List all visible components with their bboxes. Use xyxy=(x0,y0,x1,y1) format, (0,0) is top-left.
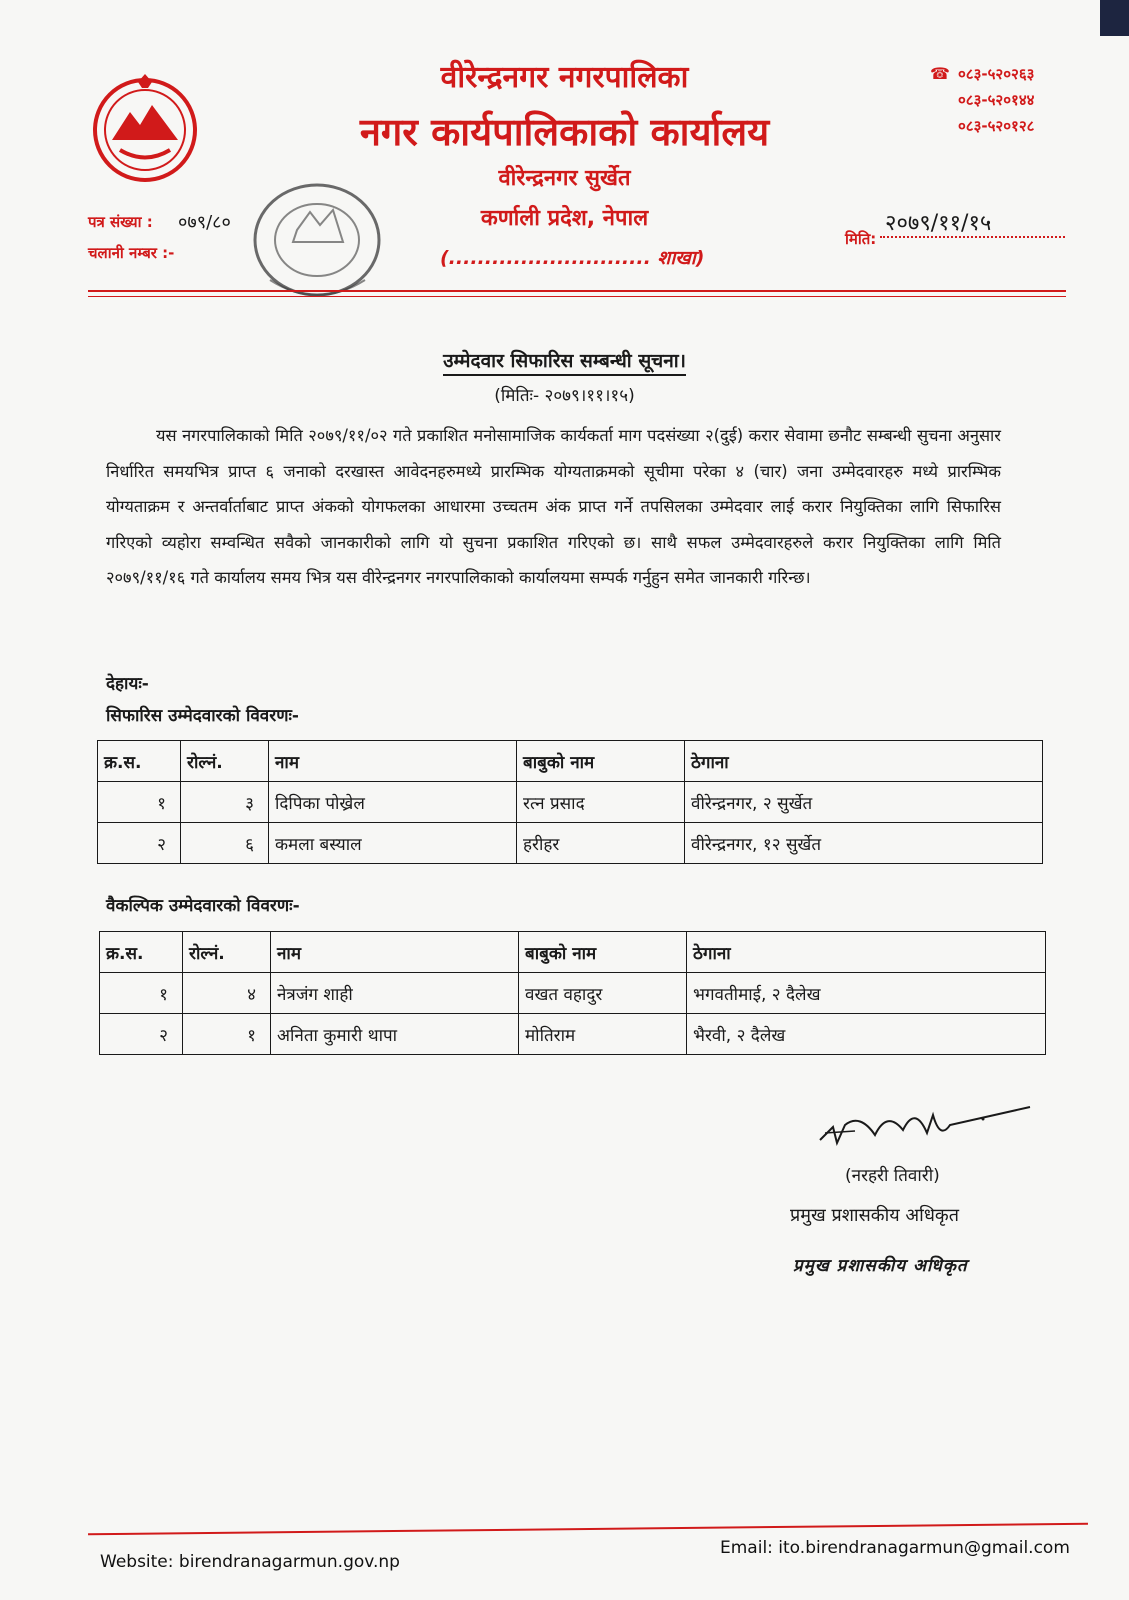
table-row xyxy=(100,1014,1046,1055)
email-link[interactable]: Email: ito.birendranagarmun@gmail.com xyxy=(720,1538,1070,1558)
date-label: मिति: xyxy=(845,230,877,248)
address-cell: भैरवी, २ दैलेख xyxy=(687,1014,1046,1055)
name-cell: अनिता कुमारी थापा xyxy=(271,1014,519,1055)
signature-icon xyxy=(815,1095,1045,1165)
dispatch-number-label: चलानी नम्बर :- xyxy=(88,244,175,262)
notice-body: यस नगरपालिकाको मिति २०७९/११/०२ गते प्रकाशित मनोसामाजिक कार्यकर्ता माग पदसंख्या २(दुई) करार सेवामा छनौट सम्बन्धी सुचना अनुसार निर्धारित समयभित्र प्राप्त ६ जनाको दरखास्त आवेदनहरुमध्ये प्रारम्भिक योग्यताक्रमको सूचीमा परेका ४ (चार) जना उम्मेदवारहरु मध्ये प्रारम्भिक योग्यताक्रम र अन्तर्वार्ताबाट प्राप्त अंकको योगफलका आधारमा उच्चतम अंक प्राप्त गर्ने तपसिलका उम्मेदवार लाई करार नियुक्तिका लागि सिफारिस गरिएको व्यहोरा सम्वन्धित सवैको जानकारीको लागि यो सुचना प्रकाशित गरिएको छ। साथै सफल उम्मेदवारहरुले करार नियुक्तिका लागि मिति २०७९/११/१६ गते कार्यालय समय भित्र यस वीरेन्द्रनगर नगरपालिकाको कार्यालयमा सम्पर्क गर्नुहुन समेत जानकारी गरिन्छ। xyxy=(106,426,1001,587)
column-header: रोल्नं. xyxy=(183,932,271,973)
notice-title xyxy=(0,347,1129,373)
roll-cell: ६ xyxy=(181,823,269,864)
column-header: क्र.स. xyxy=(100,932,183,973)
phone-number: ०८३-५२०२६३ xyxy=(958,65,1035,83)
municipality-name: वीरेन्द्रनगर नगरपालिका xyxy=(440,60,689,95)
column-header: नाम xyxy=(269,741,517,782)
signatory-title: प्रमुख प्रशासकीय अधिकृत xyxy=(790,1205,959,1226)
header-divider xyxy=(88,290,1066,292)
serial-cell: २ xyxy=(100,1014,183,1055)
corner-edge xyxy=(1100,0,1129,36)
office-stamp-icon xyxy=(235,170,400,320)
column-header: रोल्नं. xyxy=(181,741,269,782)
footer-divider xyxy=(88,1523,1088,1535)
following-label: देहायः- xyxy=(106,674,149,694)
table-row xyxy=(98,823,1043,864)
table-header-row xyxy=(100,932,1046,973)
table-row xyxy=(98,782,1043,823)
province-name: कर्णाली प्रदेश, नेपाल xyxy=(480,206,649,231)
address-cell: भगवतीमाई, २ दैलेख xyxy=(687,973,1046,1014)
phone-icon: ☎ xyxy=(930,64,950,83)
roll-cell: ३ xyxy=(181,782,269,823)
serial-cell: १ xyxy=(100,973,183,1014)
letter-number-label: पत्र संख्या : xyxy=(88,213,153,231)
website-link[interactable]: Website: birendranagarmun.gov.np xyxy=(100,1552,400,1572)
name-cell: नेत्रजंग शाही xyxy=(271,973,519,1014)
alternate-heading: वैकल्पिक उम्मेदवारको विवरणः- xyxy=(106,896,300,916)
column-header: नाम xyxy=(271,932,519,973)
recommended-heading: सिफारिस उम्मेदवारको विवरणः- xyxy=(106,706,299,726)
serial-cell: १ xyxy=(98,782,181,823)
recommended-table xyxy=(97,740,1043,864)
table-header-row xyxy=(98,741,1043,782)
date-value: २०७९/११/१५ xyxy=(885,211,992,236)
office-location: वीरेन्द्रनगर सुर्खेत xyxy=(498,166,631,191)
column-header: बाबुको नाम xyxy=(519,932,687,973)
name-cell: कमला बस्याल xyxy=(269,823,517,864)
column-header: क्र.स. xyxy=(98,741,181,782)
header-divider-thin xyxy=(88,296,1066,297)
title-stamp: प्रमुख प्रशासकीय अधिकृत xyxy=(793,1256,968,1276)
name-cell: दिपिका पोख्रेल xyxy=(269,782,517,823)
column-header: ठेगाना xyxy=(687,932,1046,973)
office-name: नगर कार्यपालिकाको कार्यालय xyxy=(359,110,770,154)
address-cell: वीरेन्द्रनगर, १२ सुर्खेत xyxy=(685,823,1043,864)
serial-cell: २ xyxy=(98,823,181,864)
branch-line: (............................ शाखा) xyxy=(440,247,705,269)
address-cell: वीरेन्द्रनगर, २ सुर्खेत xyxy=(685,782,1043,823)
table-row xyxy=(100,973,1046,1014)
column-header: ठेगाना xyxy=(685,741,1043,782)
letter-number-value: ०७९/८० xyxy=(178,212,231,233)
roll-cell: ४ xyxy=(183,973,271,1014)
date-dotted-line xyxy=(880,236,1065,238)
father-name-cell: मोतिराम xyxy=(519,1014,687,1055)
notice-title-text: उम्मेदवार सिफारिस सम्बन्धी सूचना। xyxy=(443,350,686,376)
roll-cell: १ xyxy=(183,1014,271,1055)
phone-number: ०८३-५२०१२८ xyxy=(958,117,1035,135)
father-name-cell: रत्न प्रसाद xyxy=(517,782,685,823)
father-name-cell: हरीहर xyxy=(517,823,685,864)
alternate-table xyxy=(99,931,1046,1055)
signatory-name: (नरहरी तिवारी) xyxy=(845,1166,940,1186)
father-name-cell: वखत वहादुर xyxy=(519,973,687,1014)
column-header: बाबुको नाम xyxy=(517,741,685,782)
notice-date: (मितिः- २०७९।११।१५) xyxy=(494,386,635,406)
phone-number: ०८३-५२०१४४ xyxy=(958,91,1035,109)
